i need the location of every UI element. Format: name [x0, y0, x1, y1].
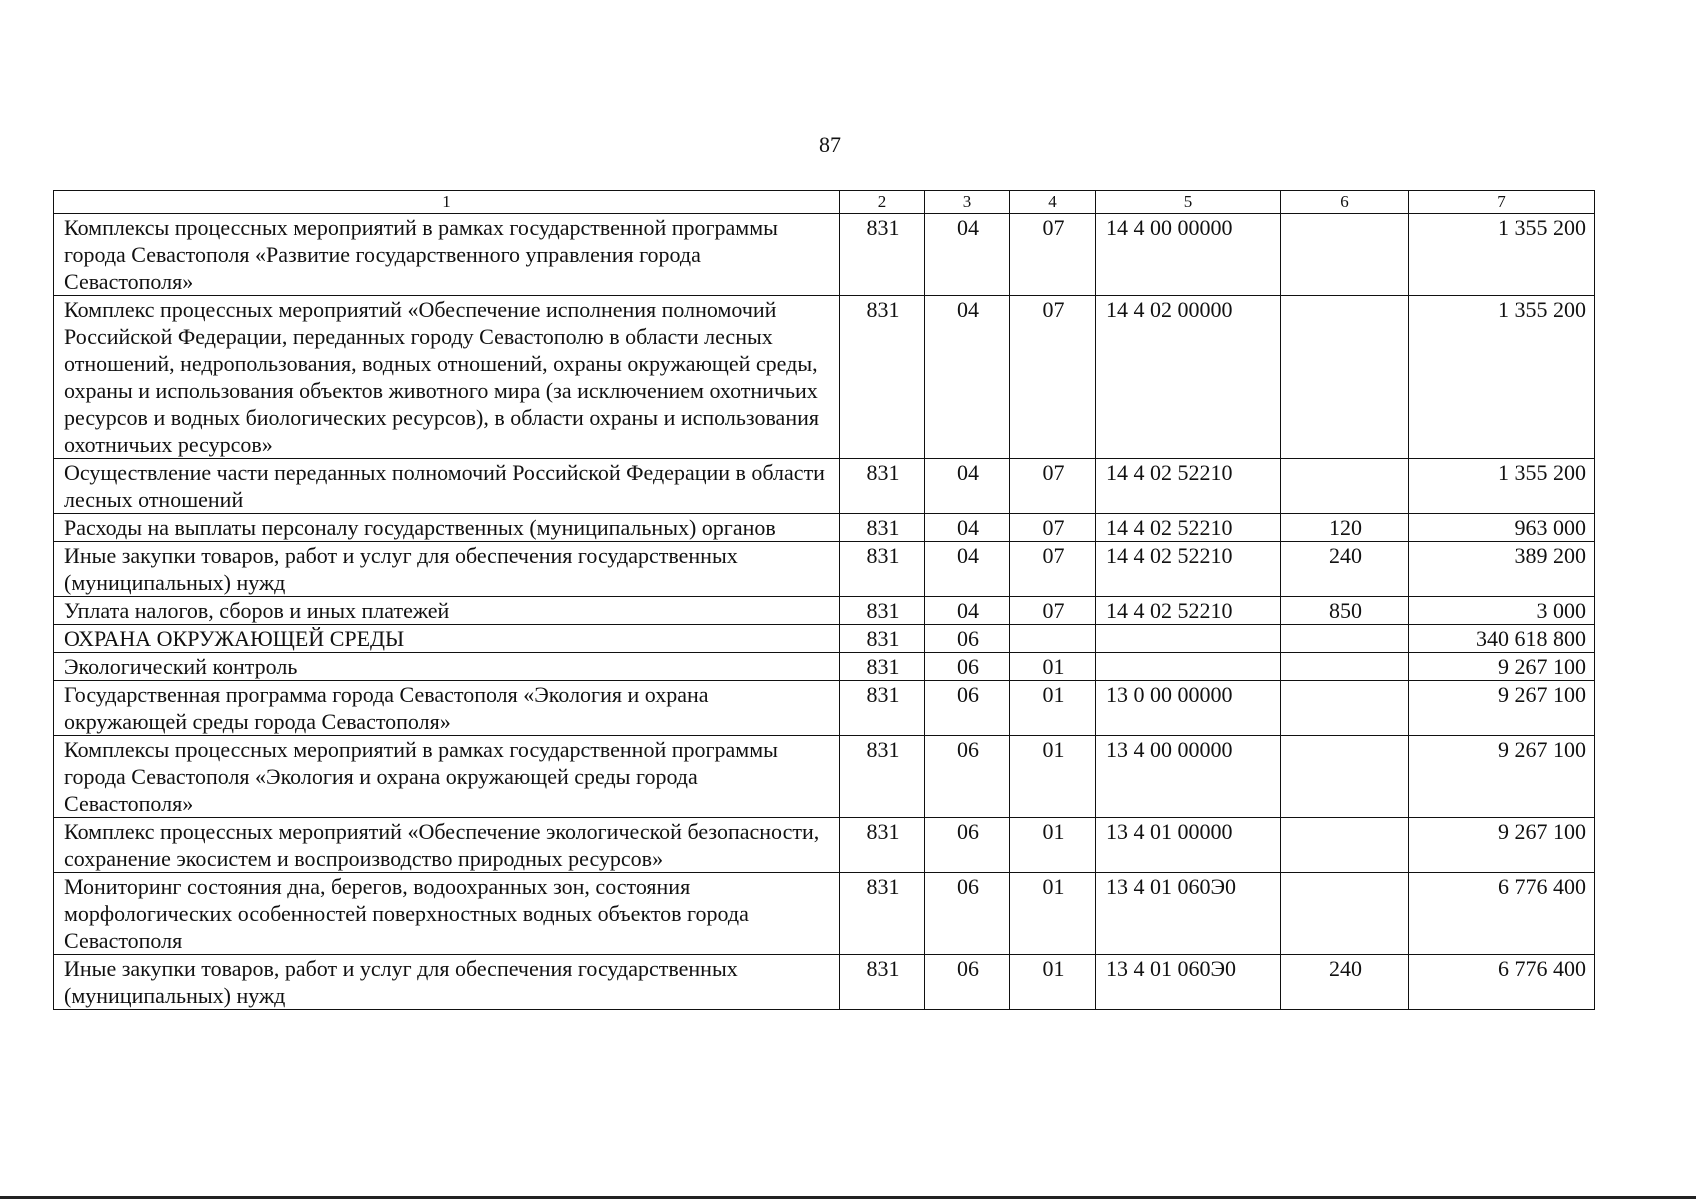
- row-target-cell: 14 4 02 52210: [1096, 597, 1281, 625]
- row-section-cell: 06: [925, 955, 1010, 1010]
- row-section-cell: 06: [925, 681, 1010, 736]
- row-amount-cell: 963 000: [1409, 514, 1595, 542]
- row-subsection-cell: [1010, 625, 1096, 653]
- row-type-cell: [1281, 736, 1409, 818]
- row-type-cell: 240: [1281, 955, 1409, 1010]
- table-row: [54, 597, 1595, 625]
- row-target-cell: [1096, 625, 1281, 653]
- page-number: 87: [819, 132, 841, 157]
- row-amount-cell: 1 355 200: [1409, 214, 1595, 296]
- row-type-cell: [1281, 625, 1409, 653]
- row-amount-cell: 9 267 100: [1409, 681, 1595, 736]
- row-type-cell: [1281, 214, 1409, 296]
- row-code-cell: 831: [840, 296, 925, 459]
- table-header: [54, 191, 1595, 214]
- row-code-cell: 831: [840, 736, 925, 818]
- column-header-4: 4: [1010, 191, 1096, 214]
- row-code-cell: 831: [840, 873, 925, 955]
- row-name-cell: Осуществление части переданных полномочий Российской Федерации в области лесных отношений: [54, 459, 840, 514]
- row-code-cell: 831: [840, 653, 925, 681]
- row-target-cell: 13 4 00 00000: [1096, 736, 1281, 818]
- table-row: [54, 681, 1595, 736]
- row-name-cell: Экологический контроль: [54, 653, 840, 681]
- row-target-cell: 14 4 02 52210: [1096, 514, 1281, 542]
- row-subsection-cell: 01: [1010, 681, 1096, 736]
- column-header-2: 2: [840, 191, 925, 214]
- row-amount-cell: 9 267 100: [1409, 736, 1595, 818]
- row-subsection-cell: 07: [1010, 214, 1096, 296]
- row-type-cell: [1281, 818, 1409, 873]
- row-type-cell: [1281, 296, 1409, 459]
- row-code-cell: 831: [840, 955, 925, 1010]
- row-target-cell: [1096, 653, 1281, 681]
- row-subsection-cell: 01: [1010, 653, 1096, 681]
- row-target-cell: 13 4 01 060Э0: [1096, 873, 1281, 955]
- row-code-cell: 831: [840, 214, 925, 296]
- row-type-cell: [1281, 873, 1409, 955]
- row-name-cell: Расходы на выплаты персоналу государственных (муниципальных) органов: [54, 514, 840, 542]
- row-type-cell: 120: [1281, 514, 1409, 542]
- row-code-cell: 831: [840, 681, 925, 736]
- row-name-cell: Мониторинг состояния дна, берегов, водоохранных зон, состояния морфологических особенностей поверхностных водных объектов города Севастополя: [54, 873, 840, 955]
- column-number-row: [54, 191, 1595, 214]
- row-section-cell: 06: [925, 873, 1010, 955]
- row-name-cell: Иные закупки товаров, работ и услуг для обеспечения государственных (муниципальных) нужд: [54, 542, 840, 597]
- row-amount-cell: 9 267 100: [1409, 653, 1595, 681]
- row-code-cell: 831: [840, 625, 925, 653]
- row-type-cell: [1281, 653, 1409, 681]
- row-section-cell: 06: [925, 625, 1010, 653]
- row-section-cell: 04: [925, 542, 1010, 597]
- row-section-cell: 04: [925, 296, 1010, 459]
- row-amount-cell: 6 776 400: [1409, 873, 1595, 955]
- row-subsection-cell: 07: [1010, 514, 1096, 542]
- table-row: [54, 955, 1595, 1010]
- row-amount-cell: 9 267 100: [1409, 818, 1595, 873]
- row-type-cell: [1281, 459, 1409, 514]
- table-body: [54, 214, 1595, 1010]
- row-name-cell: Комплекс процессных мероприятий «Обеспечение исполнения полномочий Российской Федерации, переданных городу Севастополю в области лесных отношений, недропользования, водных отношений, охраны окружающей среды, охраны и использования объектов животного мира (за исключением охотничьих ресурсов и водных биологических ресурсов), в области охраны и использования охотничьих ресурсов»: [54, 296, 840, 459]
- row-target-cell: 13 0 00 00000: [1096, 681, 1281, 736]
- table-row: [54, 818, 1595, 873]
- row-section-cell: 06: [925, 736, 1010, 818]
- row-code-cell: 831: [840, 459, 925, 514]
- row-target-cell: 13 4 01 00000: [1096, 818, 1281, 873]
- row-type-cell: 240: [1281, 542, 1409, 597]
- row-amount-cell: 340 618 800: [1409, 625, 1595, 653]
- row-amount-cell: 3 000: [1409, 597, 1595, 625]
- row-name-cell: Комплексы процессных мероприятий в рамках государственной программы города Севастополя «Экология и охрана окружающей среды города Севастополя»: [54, 736, 840, 818]
- row-code-cell: 831: [840, 542, 925, 597]
- row-name-cell: Комплекс процессных мероприятий «Обеспечение экологической безопасности, сохранение экосистем и воспроизводство природных ресурсов»: [54, 818, 840, 873]
- table-row: [54, 542, 1595, 597]
- column-header-3: 3: [925, 191, 1010, 214]
- row-subsection-cell: 01: [1010, 873, 1096, 955]
- column-header-1: 1: [54, 191, 840, 214]
- row-code-cell: 831: [840, 597, 925, 625]
- table-row: [54, 514, 1595, 542]
- row-section-cell: 06: [925, 818, 1010, 873]
- row-amount-cell: 1 355 200: [1409, 296, 1595, 459]
- page-edge-line: [0, 1196, 1696, 1199]
- row-section-cell: 04: [925, 514, 1010, 542]
- row-code-cell: 831: [840, 514, 925, 542]
- row-section-cell: 04: [925, 459, 1010, 514]
- budget-table: [53, 190, 1595, 1010]
- row-amount-cell: 389 200: [1409, 542, 1595, 597]
- row-subsection-cell: 01: [1010, 955, 1096, 1010]
- row-section-cell: 04: [925, 214, 1010, 296]
- row-subsection-cell: 07: [1010, 459, 1096, 514]
- table-row: [54, 296, 1595, 459]
- table-row: [54, 625, 1595, 653]
- row-type-cell: 850: [1281, 597, 1409, 625]
- row-amount-cell: 6 776 400: [1409, 955, 1595, 1010]
- row-target-cell: 14 4 02 00000: [1096, 296, 1281, 459]
- row-name-cell: Комплексы процессных мероприятий в рамках государственной программы города Севастополя «Развитие государственного управления города Севастополя»: [54, 214, 840, 296]
- row-subsection-cell: 07: [1010, 597, 1096, 625]
- row-code-cell: 831: [840, 818, 925, 873]
- table-row: [54, 873, 1595, 955]
- row-name-cell: ОХРАНА ОКРУЖАЮЩЕЙ СРЕДЫ: [54, 625, 840, 653]
- table-row: [54, 214, 1595, 296]
- row-target-cell: 14 4 02 52210: [1096, 542, 1281, 597]
- row-subsection-cell: 01: [1010, 736, 1096, 818]
- table-row: [54, 459, 1595, 514]
- table-row: [54, 736, 1595, 818]
- row-name-cell: Государственная программа города Севастополя «Экология и охрана окружающей среды города Севастополя»: [54, 681, 840, 736]
- row-section-cell: 06: [925, 653, 1010, 681]
- column-header-5: 5: [1096, 191, 1281, 214]
- row-section-cell: 04: [925, 597, 1010, 625]
- column-header-6: 6: [1281, 191, 1409, 214]
- row-target-cell: 14 4 02 52210: [1096, 459, 1281, 514]
- row-target-cell: 14 4 00 00000: [1096, 214, 1281, 296]
- row-subsection-cell: 01: [1010, 818, 1096, 873]
- table-row: [54, 653, 1595, 681]
- row-type-cell: [1281, 681, 1409, 736]
- row-target-cell: 13 4 01 060Э0: [1096, 955, 1281, 1010]
- row-subsection-cell: 07: [1010, 542, 1096, 597]
- row-name-cell: Иные закупки товаров, работ и услуг для обеспечения государственных (муниципальных) нужд: [54, 955, 840, 1010]
- row-amount-cell: 1 355 200: [1409, 459, 1595, 514]
- column-header-7: 7: [1409, 191, 1595, 214]
- row-name-cell: Уплата налогов, сборов и иных платежей: [54, 597, 840, 625]
- row-subsection-cell: 07: [1010, 296, 1096, 459]
